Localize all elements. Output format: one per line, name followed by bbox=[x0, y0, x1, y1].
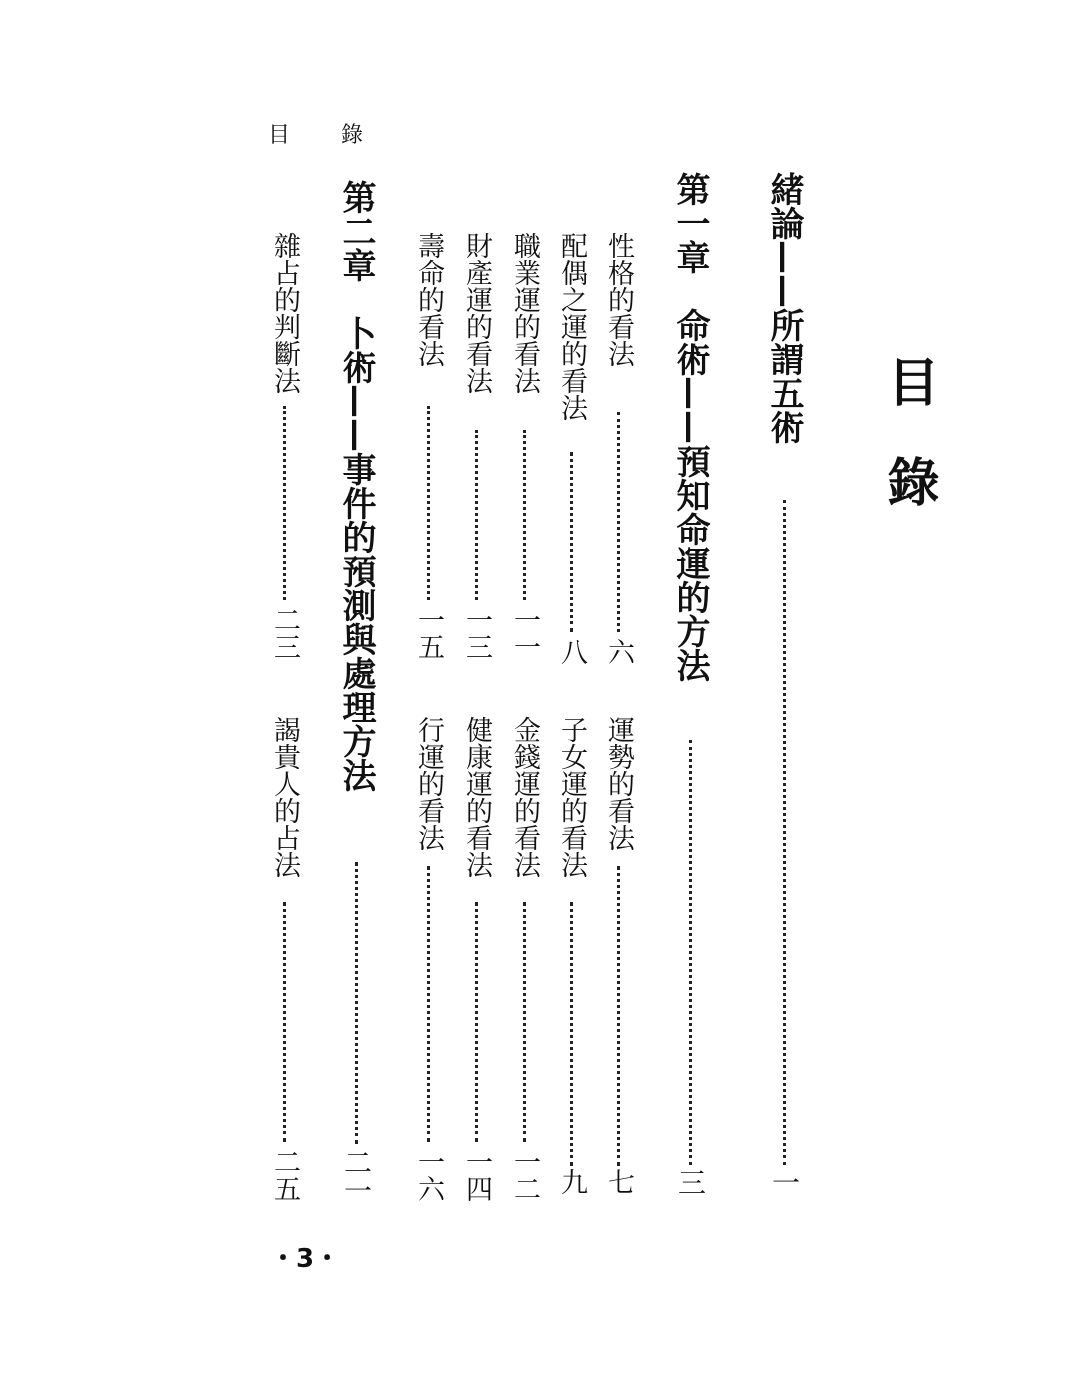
toc-label: 職業運的看法 bbox=[509, 232, 540, 394]
toc-entry bbox=[600, 716, 636, 851]
toc-entry bbox=[410, 716, 446, 851]
leader-dots bbox=[570, 902, 573, 1166]
leader-dots bbox=[523, 430, 526, 600]
toc-heading-intro bbox=[762, 172, 806, 444]
toc-label: 行運的看法 bbox=[413, 716, 444, 851]
toc-page-number: 二五 bbox=[269, 1148, 300, 1202]
leader-dots bbox=[617, 412, 620, 632]
toc-page-number: 二三 bbox=[269, 606, 300, 660]
leader-dots bbox=[475, 430, 478, 600]
toc-entry bbox=[266, 232, 302, 394]
toc-page-number: 一二 bbox=[509, 1148, 540, 1202]
toc-label: 謁貴人的占法 bbox=[269, 716, 300, 878]
toc-page-number: 七 bbox=[603, 1168, 634, 1195]
toc-entry bbox=[506, 716, 542, 878]
toc-entry bbox=[600, 232, 636, 367]
page-title: 目錄 bbox=[878, 355, 938, 555]
running-head: 目 錄 bbox=[268, 123, 385, 148]
leader-dots bbox=[783, 500, 786, 1165]
toc-label: 緒論——所謂五術 bbox=[764, 172, 804, 444]
toc-page-number: 一一 bbox=[509, 606, 540, 660]
toc-label: 配偶之運的看法 bbox=[556, 232, 587, 421]
leader-dots bbox=[427, 406, 430, 600]
toc-page-number: 八 bbox=[556, 638, 587, 665]
page-folio: ・3・ bbox=[270, 1244, 341, 1274]
toc-page-number: 一三 bbox=[461, 606, 492, 660]
toc-entry bbox=[553, 716, 589, 878]
toc-entry bbox=[266, 716, 302, 878]
toc-page-number: 六 bbox=[603, 638, 634, 665]
toc-label: 第二章 卜術——事件的預測與處理方法 bbox=[336, 180, 376, 792]
leader-dots bbox=[689, 740, 692, 1165]
toc-label: 雜占的判斷法 bbox=[269, 232, 300, 394]
toc-page-number: 一六 bbox=[413, 1148, 444, 1202]
toc-page-number: 九 bbox=[556, 1168, 587, 1195]
leader-dots bbox=[523, 902, 526, 1142]
toc-heading-chapter-1 bbox=[668, 172, 712, 682]
toc-label: 性格的看法 bbox=[603, 232, 634, 367]
leader-dots bbox=[570, 452, 573, 632]
toc-label: 壽命的看法 bbox=[413, 232, 444, 367]
toc-page-number: 一 bbox=[768, 1168, 801, 1196]
leader-dots bbox=[617, 866, 620, 1166]
toc-page-number: 一四 bbox=[461, 1148, 492, 1202]
toc-label: 金錢運的看法 bbox=[509, 716, 540, 878]
toc-page-number: 一五 bbox=[413, 606, 444, 660]
leader-dots bbox=[427, 866, 430, 1142]
toc-label: 健康運的看法 bbox=[461, 716, 492, 878]
toc-entry bbox=[458, 232, 494, 394]
toc-page-number: 二一 bbox=[340, 1148, 373, 1204]
toc-entry bbox=[458, 716, 494, 878]
toc-entry bbox=[506, 232, 542, 394]
toc-heading-chapter-2 bbox=[334, 180, 378, 792]
toc-label: 第一章 命術——預知命運的方法 bbox=[670, 172, 710, 682]
toc-page-number: 三 bbox=[674, 1168, 707, 1196]
toc-label: 運勢的看法 bbox=[603, 716, 634, 851]
leader-dots bbox=[283, 406, 286, 600]
toc-label: 財產運的看法 bbox=[461, 232, 492, 394]
leader-dots bbox=[355, 862, 358, 1144]
leader-dots bbox=[475, 902, 478, 1142]
toc-entry bbox=[553, 232, 589, 421]
toc-label: 子女運的看法 bbox=[556, 716, 587, 878]
toc-entry bbox=[410, 232, 446, 367]
leader-dots bbox=[283, 902, 286, 1142]
